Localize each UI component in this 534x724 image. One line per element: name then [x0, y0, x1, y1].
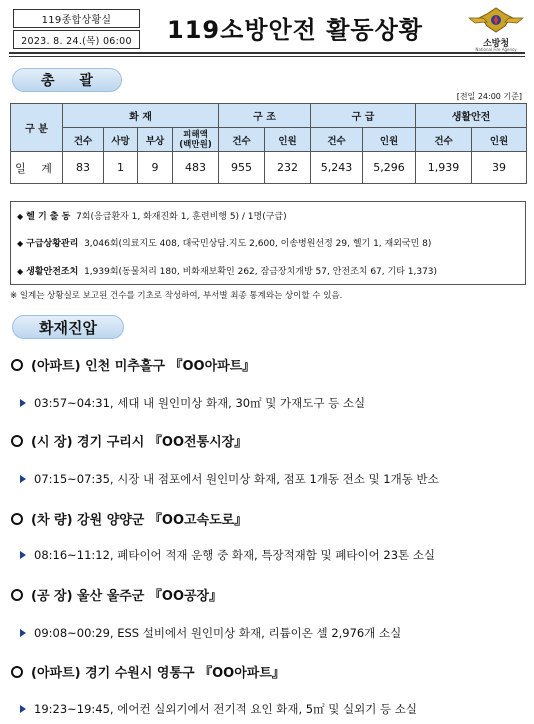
cell-safety-people: 39 [472, 152, 527, 184]
header-category: 구 분 [11, 104, 63, 152]
diamond-bullet-icon: ◆ [17, 267, 24, 276]
triangle-bullet-icon [20, 399, 26, 407]
header-rescue: 구 조 [219, 104, 311, 128]
report-date: 2023. 8. 24.(목) 06:00 [13, 30, 140, 49]
emblem-icon [465, 6, 527, 36]
circle-bullet-icon [11, 513, 23, 525]
page-title: 119소방안전 활동상황 [167, 16, 423, 44]
col-rescue-count: 건수 [219, 128, 265, 152]
title-underline-thin [9, 56, 525, 57]
cell-rescue-count: 955 [219, 152, 265, 184]
incident-detail: 08:16~11:12, 폐타이어 적재 운행 중 화재, 특장적재함 및 폐타이어 23톤 소실 [20, 547, 435, 563]
col-fire-injuries: 부상 [138, 128, 173, 152]
agency-logo [465, 6, 527, 52]
col-fire-count: 건수 [63, 128, 104, 152]
col-fire-damage: 피해액 (백만원) [173, 128, 219, 152]
detail-safety-action: ◆ 생활안전조치 1,939회(동물처리 180, 비화재보확인 262, 잠금장치개방 57, 안전조치 67, 기타 1,373) [17, 267, 438, 277]
logo-subtext: National Fire Agency [475, 47, 517, 52]
cell-fire-count: 83 [63, 152, 104, 184]
col-safety-count: 건수 [416, 128, 472, 152]
diamond-bullet-icon: ◆ [17, 212, 24, 221]
section-summary-label: 총 괄 [12, 68, 122, 92]
incident-title: (아파트) 경기 수원시 영통구 『OO아파트』 [11, 662, 285, 681]
header-safety: 생활안전 [416, 104, 527, 128]
col-rescue-people: 인원 [265, 128, 311, 152]
triangle-bullet-icon [20, 475, 26, 483]
cell-ems-people: 5,296 [363, 152, 416, 184]
title-underline [9, 52, 525, 54]
footnote: ※ 일계는 상황실로 보고된 건수를 기초로 작성하여, 부서별 최종 통계와는 상이할 수 있음. [10, 291, 343, 301]
detail-ems-management: ◆ 구급상황관리 3,046회(의료지도 408, 대국민상담.지도 2,600, 이송병원선정 29, 헬기 1, 재외국민 8) [17, 239, 432, 249]
col-safety-people: 인원 [472, 128, 527, 152]
circle-bullet-icon [11, 359, 23, 371]
triangle-bullet-icon [20, 629, 26, 637]
circle-bullet-icon [11, 589, 23, 601]
section-fire-label: 화재진압 [12, 315, 124, 339]
incident-title: (차 량) 강원 양양군 『OO고속도로』 [11, 509, 247, 528]
summary-table [10, 103, 527, 184]
triangle-bullet-icon [20, 551, 26, 559]
incident-detail: 07:15~07:35, 시장 내 점포에서 원인미상 화재, 점포 1개동 전소 및 1개동 반소 [20, 471, 439, 487]
baseline-note: [전일 24:00 기준] [456, 92, 522, 101]
cell-safety-count: 1,939 [416, 152, 472, 184]
summary-details [10, 201, 526, 285]
office-label: 119종합상황실 [13, 9, 140, 28]
cell-fire-deaths: 1 [104, 152, 138, 184]
circle-bullet-icon [11, 666, 23, 678]
row-label-daily: 일 계 [11, 152, 63, 184]
cell-rescue-people: 232 [265, 152, 311, 184]
header-ems: 구 급 [311, 104, 416, 128]
col-fire-deaths: 사망 [104, 128, 138, 152]
incident-title: (공 장) 울산 울주군 『OO공장』 [11, 585, 222, 604]
incident-detail: 09:08~00:29, ESS 설비에서 원인미상 화재, 리튬이온 셀 2,976개 소실 [20, 625, 401, 641]
incident-title: (시 장) 경기 구리시 『OO전통시장』 [11, 431, 247, 450]
cell-ems-count: 5,243 [311, 152, 363, 184]
logo-text: 소방청 [482, 39, 510, 49]
circle-bullet-icon [11, 435, 23, 447]
col-ems-people: 인원 [363, 128, 416, 152]
header-fire: 화 재 [63, 104, 219, 128]
incident-detail: 19:23~19:45, 에어컨 실외기에서 전기적 요인 화재, 5㎡ 및 실외기 등 소실 [20, 701, 417, 717]
col-ems-count: 건수 [311, 128, 363, 152]
cell-fire-injuries: 9 [138, 152, 173, 184]
incident-detail: 03:57~04:31, 세대 내 원인미상 화재, 30㎡ 및 가재도구 등 소실 [20, 395, 365, 411]
triangle-bullet-icon [20, 705, 26, 713]
diamond-bullet-icon: ◆ [17, 239, 24, 248]
detail-helicopter: ◆ 헬 기 출 동 7회(응급환자 1, 화재진화 1, 훈련비행 5) / 1명(구급) [17, 212, 287, 222]
cell-fire-damage: 483 [173, 152, 219, 184]
incident-title: (아파트) 인천 미추홀구 『OO아파트』 [11, 355, 255, 374]
